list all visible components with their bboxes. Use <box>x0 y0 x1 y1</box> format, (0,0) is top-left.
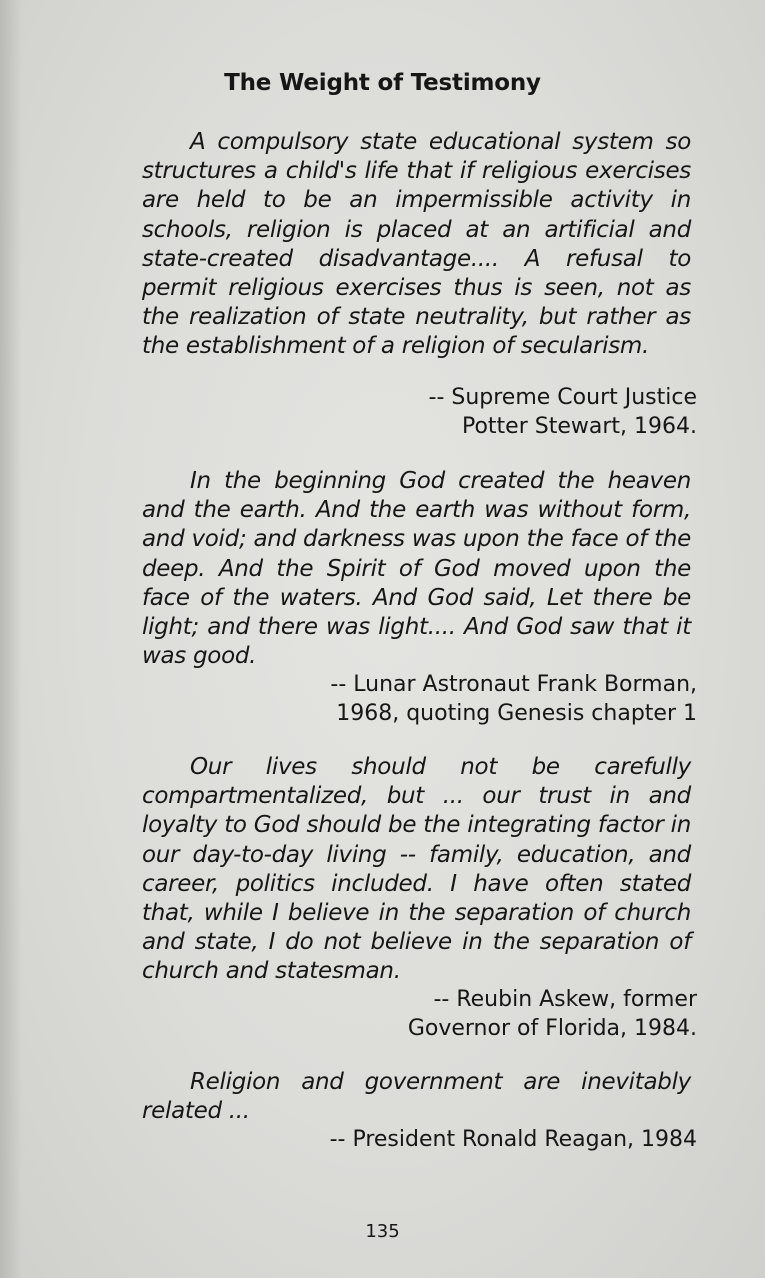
quote-text: In the beginning God created the heaven and the earth. And the earth was without form, and void; and darkness was upon the face of the deep. And the Spirit of God moved upon the face of the waters. And God said, Let there be light; and there was light.... And God saw that it was good. <box>142 468 691 670</box>
attribution-line: 1968, quoting Genesis chapter 1 <box>336 701 697 726</box>
attribution-line: Potter Stewart, 1964. <box>461 414 697 439</box>
quote-text: Religion and government are inevitably related ... <box>142 1069 691 1125</box>
page-number: 135 <box>365 1221 400 1242</box>
quote-text: Our lives should not be carefully compartmentalized, but ... our trust in and loyalty to God should be the integrating factor in our day-to-day living -- family, education, and career, politics included. I have often stated that, while I believe in the separation of church and state, I do not believe in the separation of church and statesman. <box>142 754 691 985</box>
attribution-line: -- Supreme Court Justice <box>428 385 697 410</box>
attribution-askew <box>408 985 697 1043</box>
attribution-stewart <box>429 383 698 441</box>
attribution-line: -- Lunar Astronaut Frank Borman, <box>330 672 697 697</box>
quote-borman <box>142 467 691 671</box>
quote-text: A compulsory state educational system so structures a child's life that if religious exercises are held to be an impermissible activity in schools, religion is placed at an artificial and state-created disadvantage.... A refusal to permit religious exercises thus is seen, not as the realization of state neutrality, but rather as the establishment of a religion of secularism. <box>142 129 691 360</box>
attribution-borman <box>330 670 697 728</box>
page-gutter-shadow <box>0 0 22 1278</box>
quote-askew <box>142 753 691 987</box>
quote-stewart <box>142 128 691 362</box>
attribution-line: -- Reubin Askew, former <box>433 987 697 1012</box>
attribution-line: -- President Ronald Reagan, 1984 <box>329 1127 697 1152</box>
page-title: The Weight of Testimony <box>224 70 541 96</box>
attribution-reagan <box>330 1125 697 1154</box>
quote-reagan <box>142 1068 691 1126</box>
attribution-line: Governor of Florida, 1984. <box>407 1016 697 1041</box>
